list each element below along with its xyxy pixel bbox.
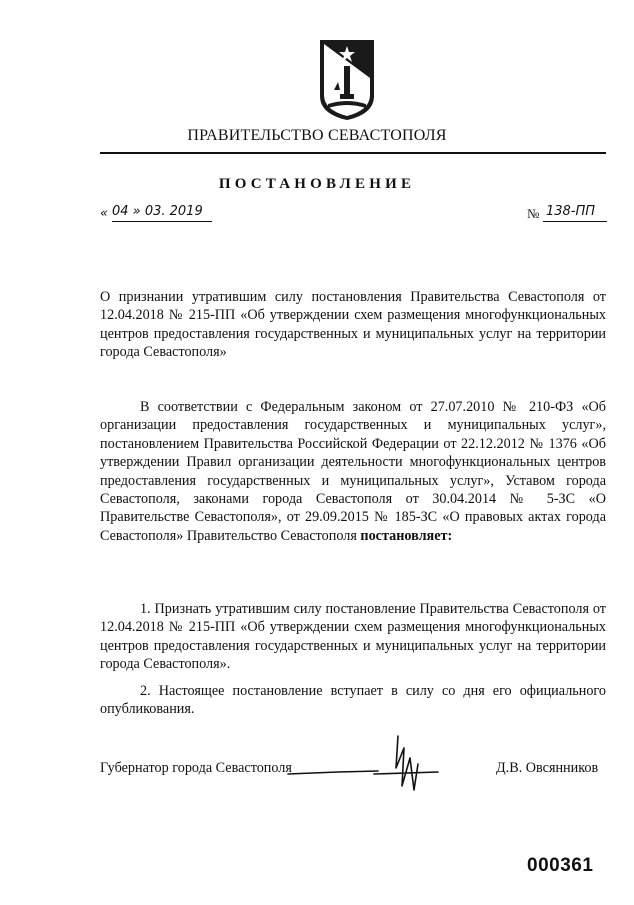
date-underline	[112, 221, 212, 222]
document-title: О признании утратившим силу постановления Правительства Севастополя от 12.04.2018 № 215-ПП «Об утверждении схем размещения многофункциональных центров предоставления государственных и муниципальных услуг на территории города Севастополя»	[100, 289, 606, 361]
header-divider	[100, 152, 606, 154]
decree-word: постановляет:	[360, 527, 453, 544]
signatory-title: Губернатор города Севастополя	[100, 760, 292, 776]
signatory-name: Д.В. Овсянников	[496, 760, 599, 776]
document-type-heading: ПОСТАНОВЛЕНИЕ	[218, 176, 416, 192]
preamble-text: В соответствии с Федеральным законом от 27.07.2010 № 210-ФЗ «Об организации предоставления государственных и муниципальных услуг», постановлением Правительства Российской Федерации от 22.12.2012 № 1376 «Об утверждении Правил организации деятельности многофункциональных центров предоставления государственных и муниципальных услуг», Уставом города Севастополя, законами города Севастополя от 30.04.2014 № 5-ЗС «О Правительстве Севастополя», от 29.09.2015 № 185-ЗС «О правовых актах города Севастополя» Правительство Севастополя	[100, 399, 606, 544]
document-number: 138-ПП	[546, 204, 596, 219]
handwritten-signature	[278, 728, 448, 798]
serial-number: 000361	[527, 855, 594, 876]
preamble-paragraph	[100, 398, 606, 545]
decree-item-1: 1. Признать утратившим силу постановление Правительства Севастополя от 12.04.2018 № 215-ПП «Об утверждении схем размещения многофункциональных центров предоставления государственных и муниципальных услуг на территории города Севастополя».	[100, 601, 606, 673]
decree-item-2: 2. Настоящее постановление вступает в силу со дня его официального опубликования.	[100, 683, 606, 718]
number-underline	[543, 221, 607, 222]
date-prefix: «	[100, 206, 109, 221]
government-name: ПРАВИТЕЛЬСТВО СЕВАСТОПОЛЯ	[187, 127, 447, 144]
document-date: 04 » 03. 2019	[112, 204, 203, 219]
coat-of-arms-emblem	[318, 38, 376, 122]
number-prefix: №	[527, 206, 540, 221]
